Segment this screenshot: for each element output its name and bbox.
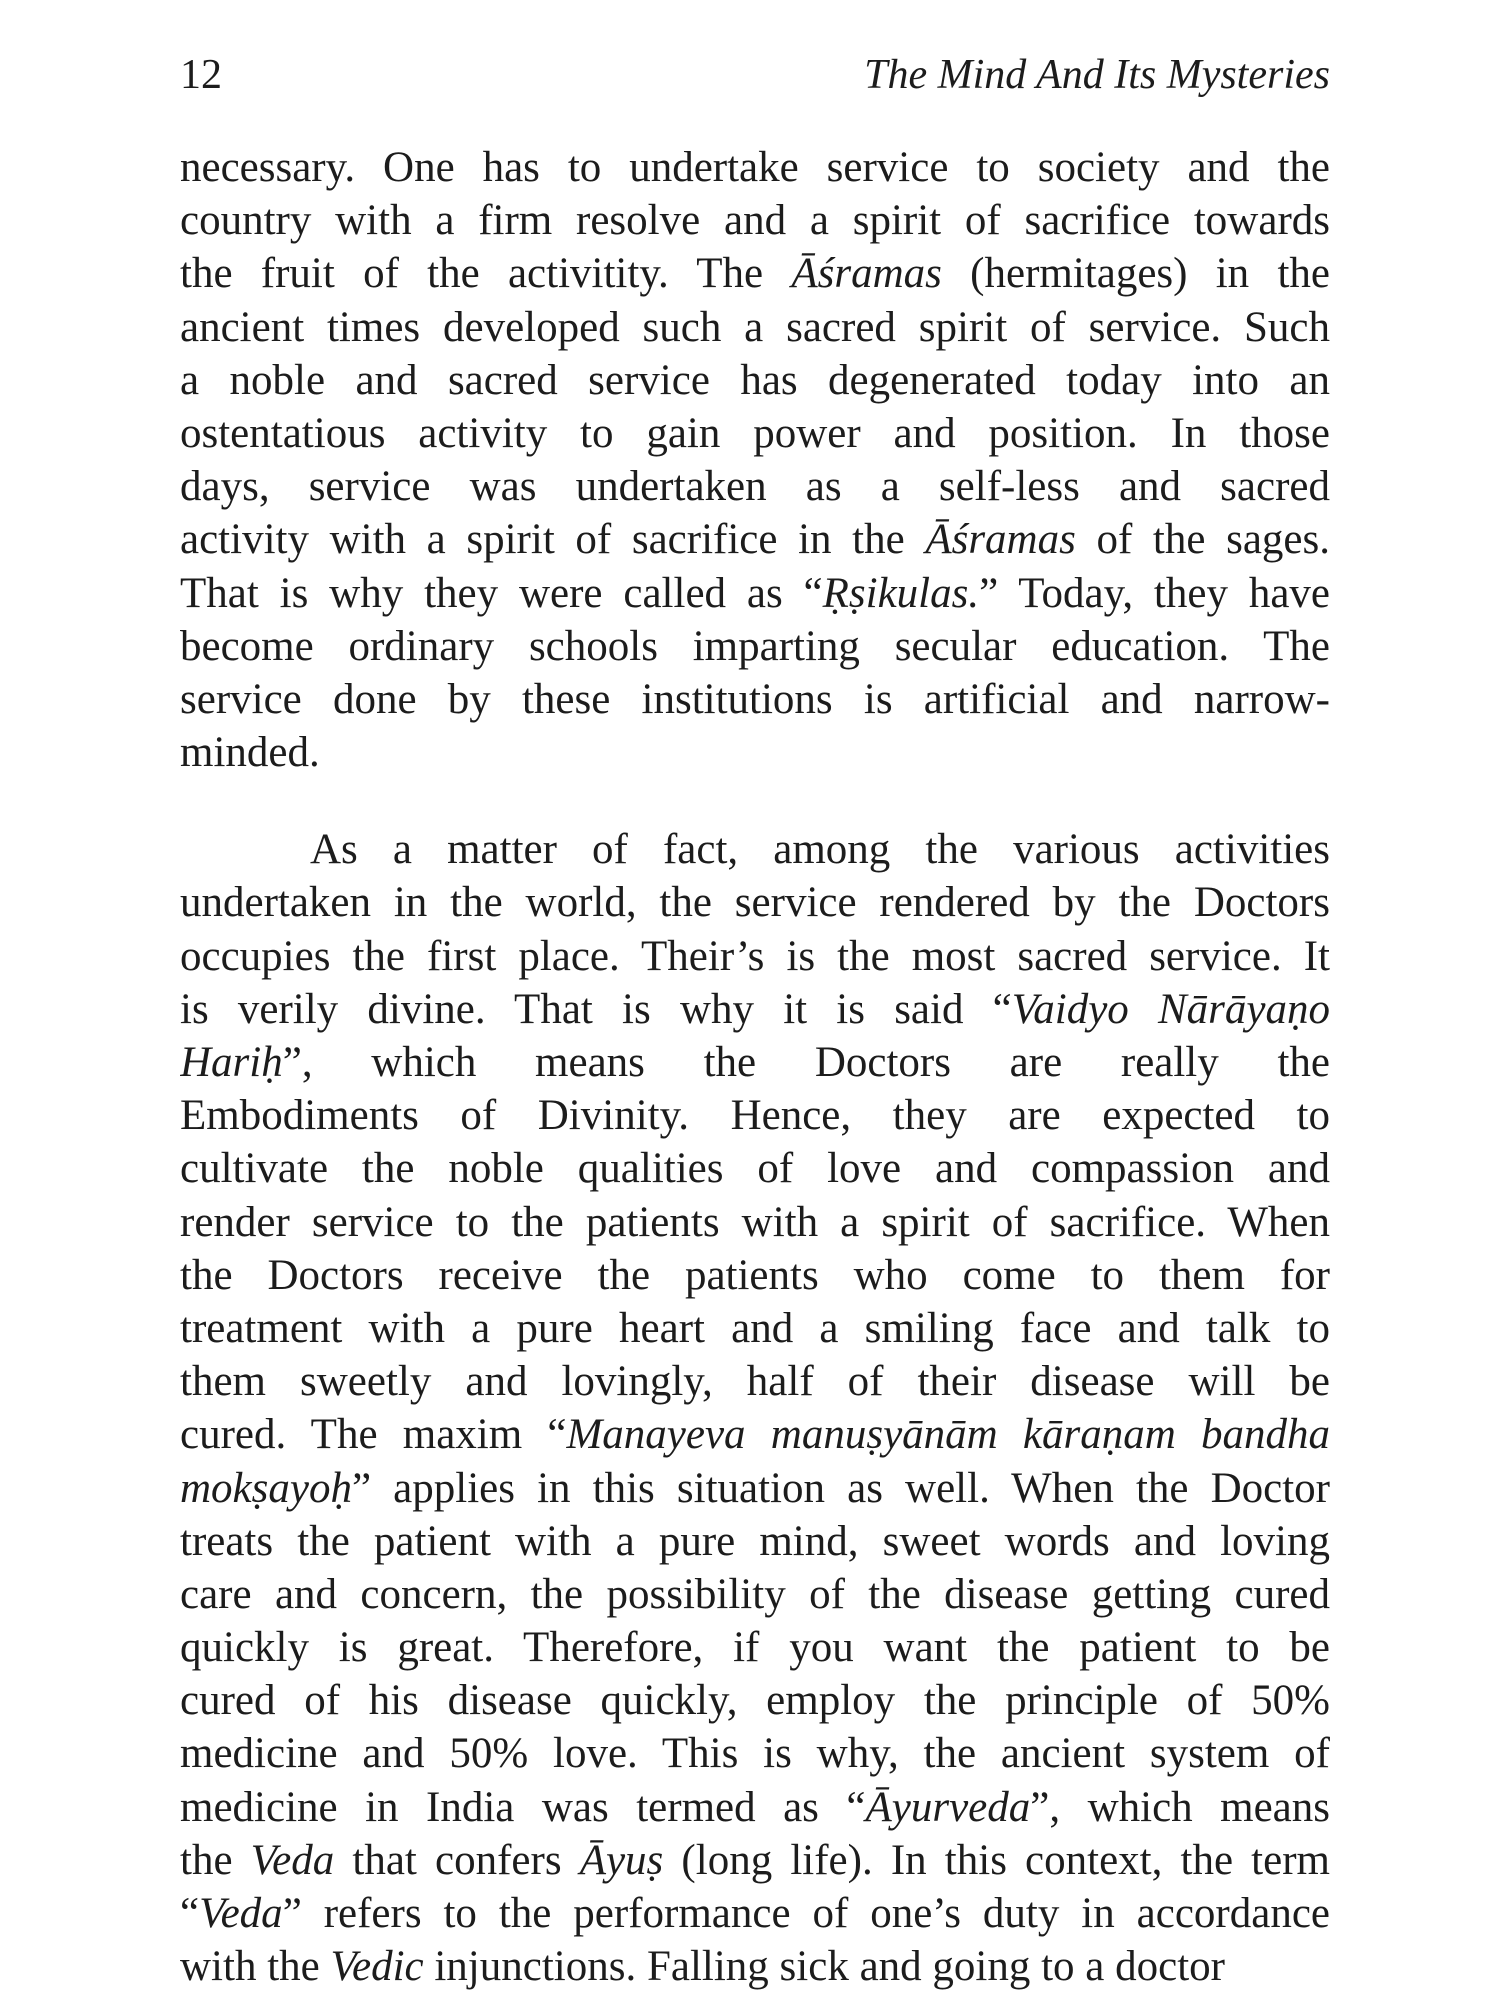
- text-line: [180, 1142, 1330, 1195]
- paragraph: [180, 823, 1330, 1993]
- text-line: [180, 1515, 1330, 1568]
- text-line: [180, 194, 1330, 247]
- italic-term: Āśramas: [925, 516, 1076, 564]
- body-text: [180, 141, 1330, 1993]
- text-line: [180, 673, 1330, 726]
- text-run: treatment with a pure heart and a smiling face and talk to: [180, 1304, 1330, 1352]
- text-line: [180, 407, 1330, 460]
- italic-term: Veda: [199, 1890, 283, 1937]
- text-line: [180, 1887, 1330, 1940]
- text-run: medicine and 50% love. This is why, the ancient system of: [180, 1730, 1330, 1778]
- page-number: 12: [180, 52, 222, 98]
- text-run: That is why they were called as “: [180, 569, 823, 617]
- text-line: [180, 247, 1330, 300]
- italic-term: Āyurveda: [865, 1783, 1031, 1831]
- text-run: is verily divine. That is why it is said “: [180, 985, 1012, 1033]
- text-line: [180, 460, 1330, 513]
- text-run: that confers: [334, 1836, 580, 1884]
- text-run: the fruit of the activitity. The: [180, 250, 792, 298]
- paragraph-gap: [180, 779, 1330, 823]
- text-line: [180, 1674, 1330, 1727]
- text-run: of the sages.: [1075, 516, 1330, 564]
- text-run: quickly is great. Therefore, if you want the patient to be: [180, 1624, 1330, 1672]
- text-run: cured. The maxim “: [180, 1411, 567, 1459]
- text-line: [180, 726, 1330, 779]
- text-run: activity with a spirit of sacrifice in the: [180, 516, 926, 564]
- text-run: country with a firm resolve and a spirit of sacrifice towards: [180, 197, 1330, 245]
- text-run: the Doctors receive the patients who come to them for: [180, 1251, 1330, 1299]
- text-run: cultivate the noble qualities of love and compassion and: [180, 1145, 1330, 1193]
- italic-term: Vaidyo Nārāyaṇo: [1011, 985, 1330, 1033]
- text-line: [180, 1621, 1330, 1674]
- paragraph: [180, 141, 1330, 779]
- text-line: [180, 1196, 1330, 1249]
- text-run: ancient times developed such a sacred spirit of service. Such: [180, 303, 1330, 351]
- italic-term: Hariḥ: [180, 1039, 283, 1086]
- italic-term: Ṛṣikulas.: [822, 569, 980, 617]
- text-line: [180, 1462, 1330, 1515]
- text-run: ”, which means: [1030, 1783, 1330, 1831]
- text-run: undertaken in the world, the service rendered by the Doctors: [180, 879, 1330, 927]
- text-line: [180, 141, 1330, 194]
- text-run: a noble and sacred service has degenerated today into an: [180, 356, 1330, 404]
- text-line: [180, 1834, 1330, 1887]
- italic-term: Manayeva manuṣyānām kāraṇam bandha: [566, 1411, 1330, 1459]
- italic-term: Āśramas: [791, 250, 942, 298]
- text-run: days, service was undertaken as a self-less and sacred: [180, 463, 1330, 511]
- text-run: ostentatious activity to gain power and position. In those: [180, 409, 1330, 457]
- text-run: treats the patient with a pure mind, sweet words and loving: [180, 1517, 1330, 1565]
- text-run: care and concern, the possibility of the disease getting cured: [180, 1570, 1330, 1618]
- text-line: [180, 1089, 1330, 1142]
- italic-term: Āyuṣ: [579, 1836, 664, 1884]
- text-run: become ordinary schools imparting secular education. The: [180, 622, 1330, 670]
- text-run: render service to the patients with a spirit of sacrifice. When: [180, 1198, 1330, 1246]
- text-line: [180, 513, 1330, 566]
- text-run: service done by these institutions is artificial and narrow-: [180, 675, 1330, 723]
- text-line: [180, 301, 1330, 354]
- text-line: [180, 1355, 1330, 1408]
- text-line: [180, 823, 1330, 876]
- text-line: [180, 1249, 1330, 1302]
- text-line: [180, 620, 1330, 673]
- running-head: [180, 50, 1330, 100]
- text-run: them sweetly and lovingly, half of their disease will be: [180, 1358, 1330, 1406]
- text-line: [180, 1302, 1330, 1355]
- text-line: [180, 1036, 1330, 1089]
- text-run: ” refers to the performance of one’s duty in accordance: [282, 1890, 1330, 1937]
- text-line: [180, 876, 1330, 929]
- italic-term: Vedic: [330, 1943, 424, 1991]
- text-run: cured of his disease quickly, employ the principle of 50%: [180, 1677, 1330, 1725]
- text-run: (long life). In this context, the term: [663, 1836, 1330, 1884]
- text-run: ” Today, they have: [979, 569, 1330, 617]
- text-line: [180, 983, 1330, 1036]
- text-line: [180, 930, 1330, 983]
- italic-term: Veda: [250, 1836, 335, 1884]
- text-run: necessary. One has to undertake service to society and the: [180, 144, 1330, 191]
- text-line: [180, 1781, 1330, 1834]
- text-run: ”, which means the Doctors are really the: [282, 1039, 1330, 1086]
- italic-term: mokṣayoḥ: [180, 1464, 352, 1512]
- text-run: (hermitages) in the: [941, 250, 1330, 298]
- text-line: [180, 1408, 1330, 1461]
- text-run: “: [180, 1890, 200, 1937]
- text-run: medicine in India was termed as “: [180, 1783, 866, 1831]
- text-run: injunctions. Falling sick and going to a doctor: [423, 1943, 1225, 1991]
- text-line: [180, 1940, 1330, 1993]
- text-line: [180, 1568, 1330, 1621]
- text-run: the: [180, 1836, 251, 1884]
- text-run: occupies the first place. Their’s is the most sacred service. It: [180, 932, 1330, 980]
- book-title: The Mind And Its Mysteries: [864, 52, 1330, 98]
- text-line: [180, 1727, 1330, 1780]
- text-run: Embodiments of Divinity. Hence, they are expected to: [180, 1092, 1330, 1140]
- text-run: ” applies in this situation as well. When the Doctor: [351, 1464, 1330, 1512]
- text-line: [180, 567, 1330, 620]
- text-run: minded.: [180, 729, 320, 777]
- text-run: with the: [180, 1943, 331, 1991]
- text-run: As a matter of fact, among the various activities: [310, 826, 1330, 874]
- text-line: [180, 354, 1330, 407]
